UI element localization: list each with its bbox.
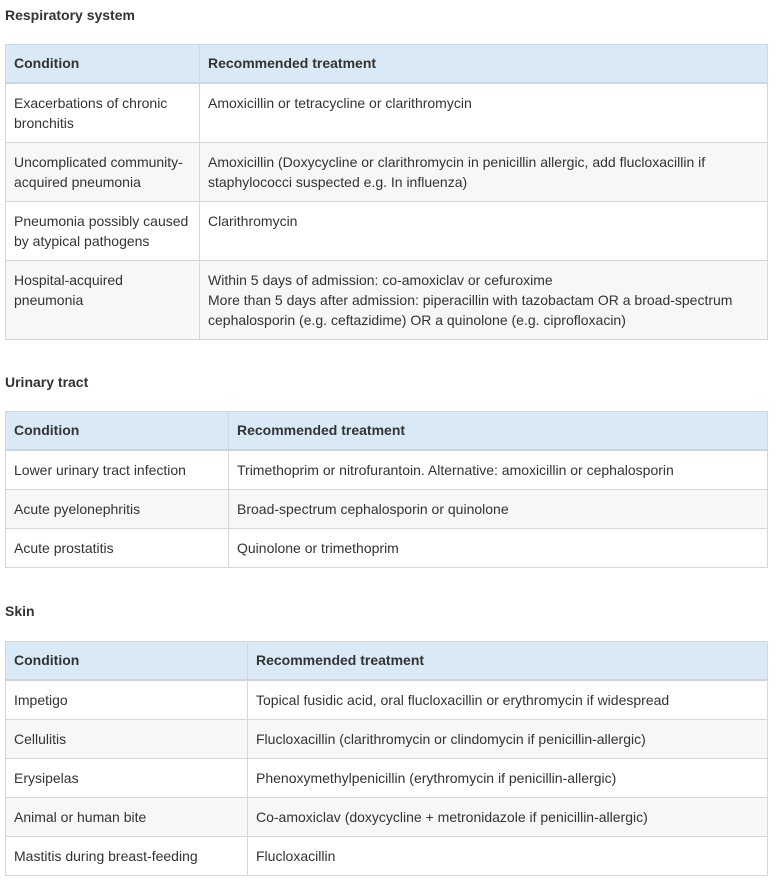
treatment-line: More than 5 days after admission: piperacillin with tazobactam OR a broad-spectrum cephalosporin (e.g. ceftazidime) OR a quinolone (e.g. ciprofloxacin)	[208, 291, 733, 328]
table-row	[6, 528, 768, 567]
column-header-treatment: Recommended treatment	[248, 642, 768, 680]
condition-cell: Exacerbations of chronic bronchitis	[6, 83, 200, 143]
column-header-treatment: Recommended treatment	[229, 412, 768, 450]
condition-cell: Impetigo	[6, 680, 248, 720]
treatment-cell	[200, 260, 768, 339]
table-row	[6, 797, 768, 836]
condition-cell: Acute prostatitis	[6, 528, 229, 567]
treatment-line: Quinolone or trimethoprim	[237, 539, 399, 556]
table-row	[6, 489, 768, 528]
skin-table	[5, 641, 768, 876]
condition-cell: Hospital-acquired pneumonia	[6, 260, 200, 339]
treatment-cell	[200, 142, 768, 201]
condition-cell: Acute pyelonephritis	[6, 489, 229, 528]
treatment-line: Flucloxacillin	[256, 847, 336, 864]
table-row	[6, 719, 768, 758]
treatment-cell	[248, 680, 768, 720]
treatment-cell	[229, 489, 768, 528]
table-row	[6, 680, 768, 720]
treatment-cell	[248, 797, 768, 836]
condition-cell: Mastitis during breast-feeding	[6, 836, 248, 875]
treatment-cell	[229, 528, 768, 567]
table-row	[6, 142, 768, 201]
treatment-cell	[248, 836, 768, 875]
column-header-condition: Condition	[6, 412, 229, 450]
section-title-skin: Skin	[5, 603, 35, 619]
respiratory-table	[5, 44, 768, 340]
table-row	[6, 201, 768, 260]
table-row	[6, 450, 768, 490]
condition-cell: Animal or human bite	[6, 797, 248, 836]
treatment-line: Co-amoxiclav (doxycycline + metronidazole if penicillin-allergic)	[256, 808, 648, 825]
treatment-line: Trimethoprim or nitrofurantoin. Alternative: amoxicillin or cephalosporin	[237, 461, 674, 478]
treatment-line: Topical fusidic acid, oral flucloxacillin or erythromycin if widespread	[256, 691, 670, 708]
treatment-cell	[248, 758, 768, 797]
section-title-urinary: Urinary tract	[5, 374, 89, 390]
table-row	[6, 758, 768, 797]
treatment-line: Amoxicillin (Doxycycline or clarithromycin in penicillin allergic, add flucloxacillin if staphylococci suspected e.g. In influenza)	[208, 153, 706, 190]
column-header-treatment: Recommended treatment	[200, 45, 768, 83]
treatment-line: Amoxicillin or tetracycline or clarithromycin	[208, 94, 472, 111]
treatment-line: Phenoxymethylpenicillin (erythromycin if penicillin-allergic)	[256, 769, 617, 786]
urinary-table	[5, 411, 768, 568]
table-row	[6, 83, 768, 143]
treatment-line: Broad-spectrum cephalosporin or quinolone	[237, 500, 509, 517]
treatment-line: Clarithromycin	[208, 212, 298, 229]
table-row	[6, 836, 768, 875]
treatment-cell	[248, 719, 768, 758]
treatment-cell	[200, 201, 768, 260]
treatment-line: Flucloxacillin (clarithromycin or clindomycin if penicillin-allergic)	[256, 730, 646, 747]
section-title-respiratory: Respiratory system	[5, 7, 135, 23]
condition-cell: Cellulitis	[6, 719, 248, 758]
treatment-cell	[200, 83, 768, 143]
column-header-condition: Condition	[6, 45, 200, 83]
condition-cell: Erysipelas	[6, 758, 248, 797]
treatment-cell	[229, 450, 768, 490]
condition-cell: Uncomplicated community-acquired pneumonia	[6, 142, 200, 201]
treatment-line: Within 5 days of admission: co-amoxiclav or cefuroxime	[208, 271, 553, 288]
condition-cell: Pneumonia possibly caused by atypical pathogens	[6, 201, 200, 260]
condition-cell: Lower urinary tract infection	[6, 450, 229, 490]
column-header-condition: Condition	[6, 642, 248, 680]
table-row	[6, 260, 768, 339]
